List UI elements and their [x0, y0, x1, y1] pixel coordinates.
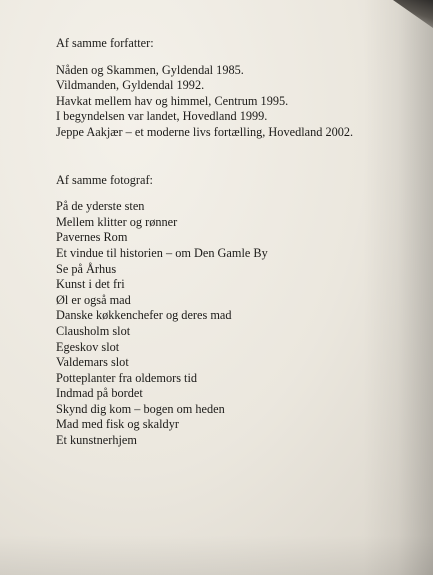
photographer-work-item: Mad med fisk og skaldyr [56, 417, 179, 432]
section-spacer [56, 141, 353, 173]
photographer-work-item: Egeskov slot [56, 339, 120, 354]
author-work-item: I begyndelsen var landet, Hovedland 1999. [56, 109, 268, 124]
photographer-work-item: På de yderste sten [56, 199, 145, 214]
author-works-list [56, 63, 353, 141]
photographer-work-item: Øl er også mad [56, 292, 131, 307]
photographer-work-item: Clausholm slot [56, 323, 131, 338]
author-work-item: Havkat mellem hav og himmel, Centrum 1995. [56, 93, 289, 108]
author-work-item: Nåden og Skammen, Gyldendal 1985. [56, 62, 244, 77]
author-work-item: Jeppe Aakjær – et moderne livs fortælling, Hovedland 2002. [56, 124, 354, 139]
photographer-works-list [56, 199, 353, 449]
photographer-work-item: Valdemars slot [56, 355, 129, 370]
photographer-work-item: Et kunstnerhjem [56, 433, 137, 448]
photographer-work-item: Indmad på bordet [56, 386, 143, 401]
photographer-work-item: Pavernes Rom [56, 230, 128, 245]
author-section [56, 36, 353, 141]
photographer-work-item: Danske køkkenchefer og deres mad [56, 308, 232, 323]
photographer-work-item: Skynd dig kom – bogen om heden [56, 401, 225, 416]
photographer-work-item: Se på Århus [56, 261, 117, 276]
photographer-work-item: Mellem klitter og rønner [56, 214, 178, 229]
photographer-work-item: Kunst i det fri [56, 277, 125, 292]
photographer-section [56, 173, 353, 449]
page-text [56, 36, 353, 449]
author-heading: Af samme forfatter: [56, 36, 154, 50]
author-work-item: Vildmanden, Gyldendal 1992. [56, 78, 205, 93]
page-bottom-shade [0, 535, 433, 575]
page-edge-shadow [363, 0, 433, 575]
photographer-work-item: Et vindue til historien – om Den Gamle By [56, 245, 268, 260]
photographer-work-item: Potteplanter fra oldemors tid [56, 370, 198, 385]
photographer-heading: Af samme fotograf: [56, 172, 153, 187]
